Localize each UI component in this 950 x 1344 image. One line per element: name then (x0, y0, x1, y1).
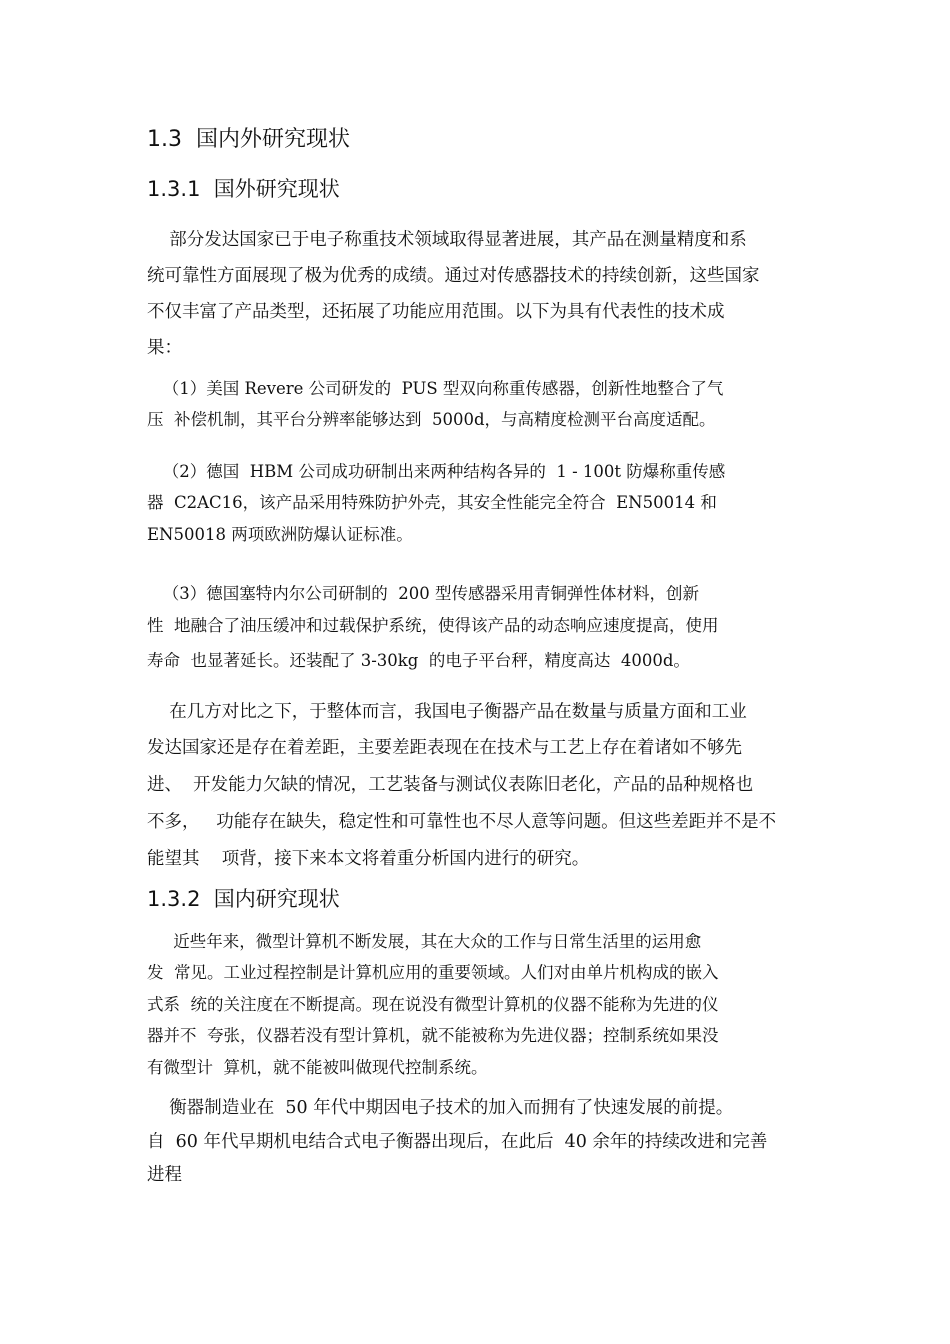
intro-line-4: 果： (147, 338, 182, 358)
compare-line-4: 不多， 功能存在缺失，稳定性和可靠性也不尽人意等问题。但这些差距并不是不 (147, 812, 777, 832)
domestic-p1-line-4: 器并不 夸张，仪器若没有型计算机，就不能被称为先进仪器；控制系统如果没 (147, 1026, 719, 1045)
item1-line-1: （1）美国 Revere 公司研发的 PUS 型双向称重传感器，创新性地整合了气 (147, 379, 724, 398)
domestic-p2-line-3: 进程 (147, 1165, 182, 1185)
section-heading-1-3: 1.3 国内外研究现状 (147, 127, 350, 152)
item1-line-2: 压 补偿机制，其平台分辨率能够达到 5000d，与高精度检测平台高度适配。 (147, 410, 716, 429)
compare-line-1: 在几方对比之下，于整体而言，我国电子衡器产品在数量与质量方面和工业 (147, 702, 747, 722)
domestic-p2-line-1: 衡器制造业在 50 年代中期因电子技术的加入而拥有了快速发展的前提。 (147, 1098, 734, 1118)
compare-line-3: 进、 开发能力欠缺的情况，工艺装备与测试仪表陈旧老化，产品的品种规格也 (147, 775, 754, 795)
item2-line-3: EN50018 两项欧洲防爆认证标准。 (147, 525, 413, 544)
section-heading-1-3-1: 1.3.1 国外研究现状 (147, 177, 340, 201)
domestic-p1-line-3: 式系 统的关注度在不断提高。现在说没有微型计算机的仪器不能称为先进的仪 (147, 995, 719, 1014)
domestic-p2-line-2: 自 60 年代早期机电结合式电子衡器出现后，在此后 40 余年的持续改进和完善 (147, 1132, 768, 1152)
intro-line-2: 统可靠性方面展现了极为优秀的成绩。通过对传感器技术的持续创新，这些国家 (147, 266, 760, 286)
domestic-p1-line-1: 近些年来，微型计算机不断发展，其在大众的工作与日常生活里的运用愈 (147, 932, 702, 951)
item3-line-3: 寿命 也显著延长。还装配了 3-30kg 的电子平台秤，精度高达 4000d。 (147, 651, 690, 670)
domestic-p1-line-2: 发 常见。工业过程控制是计算机应用的重要领域。人们对由单片机构成的嵌入 (147, 963, 719, 982)
domestic-p1-line-5: 有微型计 算机，就不能被叫做现代控制系统。 (147, 1058, 488, 1077)
intro-line-3: 不仅丰富了产品类型，还拓展了功能应用范围。以下为具有代表性的技术成 (147, 302, 725, 322)
compare-line-2: 发达国家还是存在着差距，主要差距表现在在技术与工艺上存在着诸如不够先 (147, 738, 742, 758)
item3-line-2: 性 地融合了油压缓冲和过载保护系统，使得该产品的动态响应速度提高，使用 (147, 616, 719, 635)
item2-line-2: 器 C2AC16，该产品采用特殊防护外壳，其安全性能完全符合 EN50014 和 (147, 493, 717, 512)
section-heading-1-3-2: 1.3.2 国内研究现状 (147, 887, 340, 911)
intro-line-1: 部分发达国家已于电子称重技术领域取得显著进展，其产品在测量精度和系 (147, 230, 747, 250)
item2-line-1: （2）德国 HBM 公司成功研制出来两种结构各异的 1 - 100t 防爆称重传感 (147, 462, 726, 481)
item3-line-1: （3）德国塞特内尔公司研制的 200 型传感器采用青铜弹性体材料，创新 (147, 584, 699, 603)
compare-line-5: 能望其 项背，接下来本文将着重分析国内进行的研究。 (147, 849, 590, 869)
